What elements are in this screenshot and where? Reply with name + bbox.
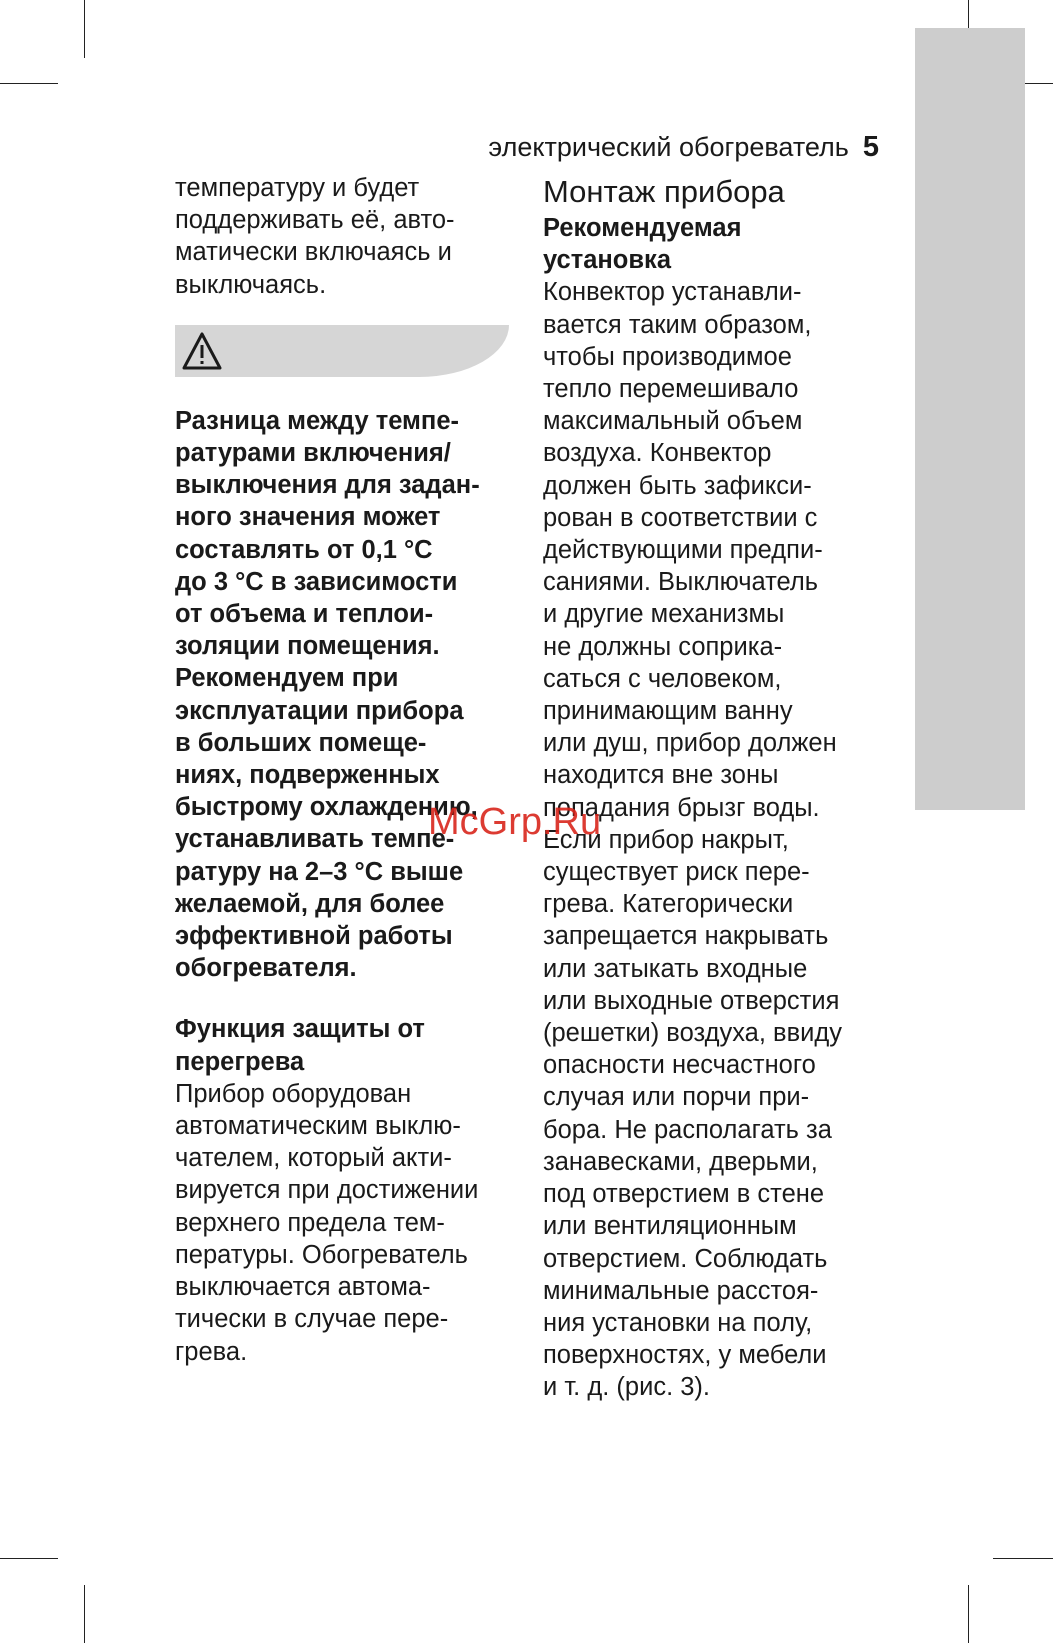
text-line: занавесками, дверьми, [543, 1147, 818, 1176]
text-line: верхнего предела тем- [175, 1208, 445, 1237]
text-line: тически в случае пере- [175, 1305, 449, 1334]
text-line: саться с человеком, [543, 664, 782, 693]
text-line: рован в соответствии с [543, 503, 818, 532]
text-line: матически включаясь и [175, 238, 452, 267]
text-line: Конвектор устанавли- [543, 278, 802, 307]
text-line: устанавливать темпе- [175, 825, 455, 854]
text-line: находится вне зоны [543, 761, 779, 790]
text-line: под отверстием в стене [543, 1180, 825, 1209]
overheat-heading [175, 1013, 515, 1077]
section-title: Монтаж прибора [543, 174, 785, 209]
text-line: и т. д. (рис. 3). [543, 1373, 710, 1402]
text-line: принимающим ванну [543, 697, 793, 726]
text-line: Разница между темпе- [175, 406, 459, 435]
text-line: ниях, подверженных [175, 761, 440, 790]
text-line: поддерживать её, авто- [175, 206, 455, 235]
text-line: отверстием. Соблюдать [543, 1244, 828, 1273]
text-line: воздуха. Конвектор [543, 439, 772, 468]
text-line: Функция защиты от [175, 1015, 425, 1044]
text-line: ратурами включения/ [175, 439, 451, 468]
text-line: (решетки) воздуха, ввиду [543, 1019, 843, 1048]
warning-text [175, 405, 515, 985]
text-line: и другие механизмы [543, 600, 785, 629]
text-line: до 3 °C в зависимости [175, 567, 458, 596]
text-line: быстрому охлаждению, [175, 793, 478, 822]
text-line: Рекомендуем при [175, 664, 399, 693]
text-line: от объема и теплои- [175, 600, 434, 629]
text-line: Прибор оборудован [175, 1079, 412, 1108]
text-line: грева. [175, 1337, 248, 1366]
text-line: золяции помещения. [175, 632, 440, 661]
text-line: эффективной работы [175, 922, 453, 951]
crop-mark-top-left [0, 83, 58, 84]
right-column [543, 172, 883, 1404]
side-tab [915, 28, 1025, 810]
text-line: ния установки на полу, [543, 1308, 813, 1337]
subheading [543, 212, 883, 276]
text-line: тепло перемешивало [543, 375, 799, 404]
crop-mark-top-left [84, 0, 85, 58]
text-line: Если прибор накрыт, [543, 825, 789, 854]
text-line: попадания брызг воды. [543, 793, 820, 822]
text-line: существует риск пере- [543, 858, 810, 887]
crop-mark-bottom-right [968, 1585, 969, 1643]
watermark: McGrp.Ru [428, 801, 602, 843]
text-line: автоматическим выклю- [175, 1112, 461, 1141]
overheat-body [175, 1078, 515, 1368]
text-line: бора. Не располагать за [543, 1115, 832, 1144]
text-line: обогревателя. [175, 954, 357, 983]
text-line: ного значения может [175, 503, 441, 532]
text-line: пературы. Обогреватель [175, 1240, 468, 1269]
text-line: чтобы производимое [543, 342, 792, 371]
text-line: минимальные расстоя- [543, 1276, 819, 1305]
crop-mark-bottom-left [84, 1585, 85, 1643]
text-line: или вентиляционным [543, 1212, 797, 1241]
text-line: должен быть зафикси- [543, 471, 812, 500]
text-line: или душ, прибор должен [543, 729, 837, 758]
text-line: или затыкать входные [543, 954, 808, 983]
warning-triangle-icon [181, 331, 223, 371]
text-line: грева. Категорически [543, 890, 794, 919]
text-line: в больших помеще- [175, 728, 427, 757]
text-line: случая или порчи при- [543, 1083, 810, 1112]
crop-mark-bottom-right [993, 1558, 1053, 1559]
text-line: или выходные отверстия [543, 986, 840, 1015]
text-line: составлять от 0,1 °C [175, 535, 433, 564]
page-number: 5 [862, 131, 879, 163]
text-line: выключаясь. [175, 270, 327, 299]
text-line: поверхностях, у мебели [543, 1341, 827, 1370]
text-line: выключения для задан- [175, 471, 480, 500]
text-line: температуру и будет [175, 174, 420, 202]
text-line: вируется при достижении [175, 1176, 479, 1205]
text-line: чателем, который акти- [175, 1144, 452, 1173]
text-line: запрещается накрывать [543, 922, 829, 951]
page-header [488, 127, 879, 167]
text-line: перегрева [175, 1047, 305, 1076]
text-line: эксплуатации прибора [175, 696, 464, 725]
text-line: вается таким образом, [543, 310, 812, 339]
text-line: выключается автома- [175, 1273, 431, 1302]
text-line: установка [543, 246, 671, 275]
text-line: не должны соприка- [543, 632, 783, 661]
warning-bar [175, 325, 509, 377]
intro-paragraph [175, 172, 515, 301]
crop-mark-bottom-left [0, 1558, 58, 1559]
text-line: действующими предпи- [543, 536, 823, 565]
header-title: электрический обогреватель [488, 132, 849, 162]
text-line: опасности несчастного [543, 1051, 816, 1080]
text-line: максимальный объем [543, 407, 803, 436]
text-line: ратуру на 2–3 °C выше [175, 857, 464, 886]
text-line: Рекомендуемая [543, 214, 742, 242]
left-column [175, 172, 515, 1368]
text-line: саниями. Выключатель [543, 568, 819, 597]
text-line: желаемой, для более [175, 889, 445, 918]
